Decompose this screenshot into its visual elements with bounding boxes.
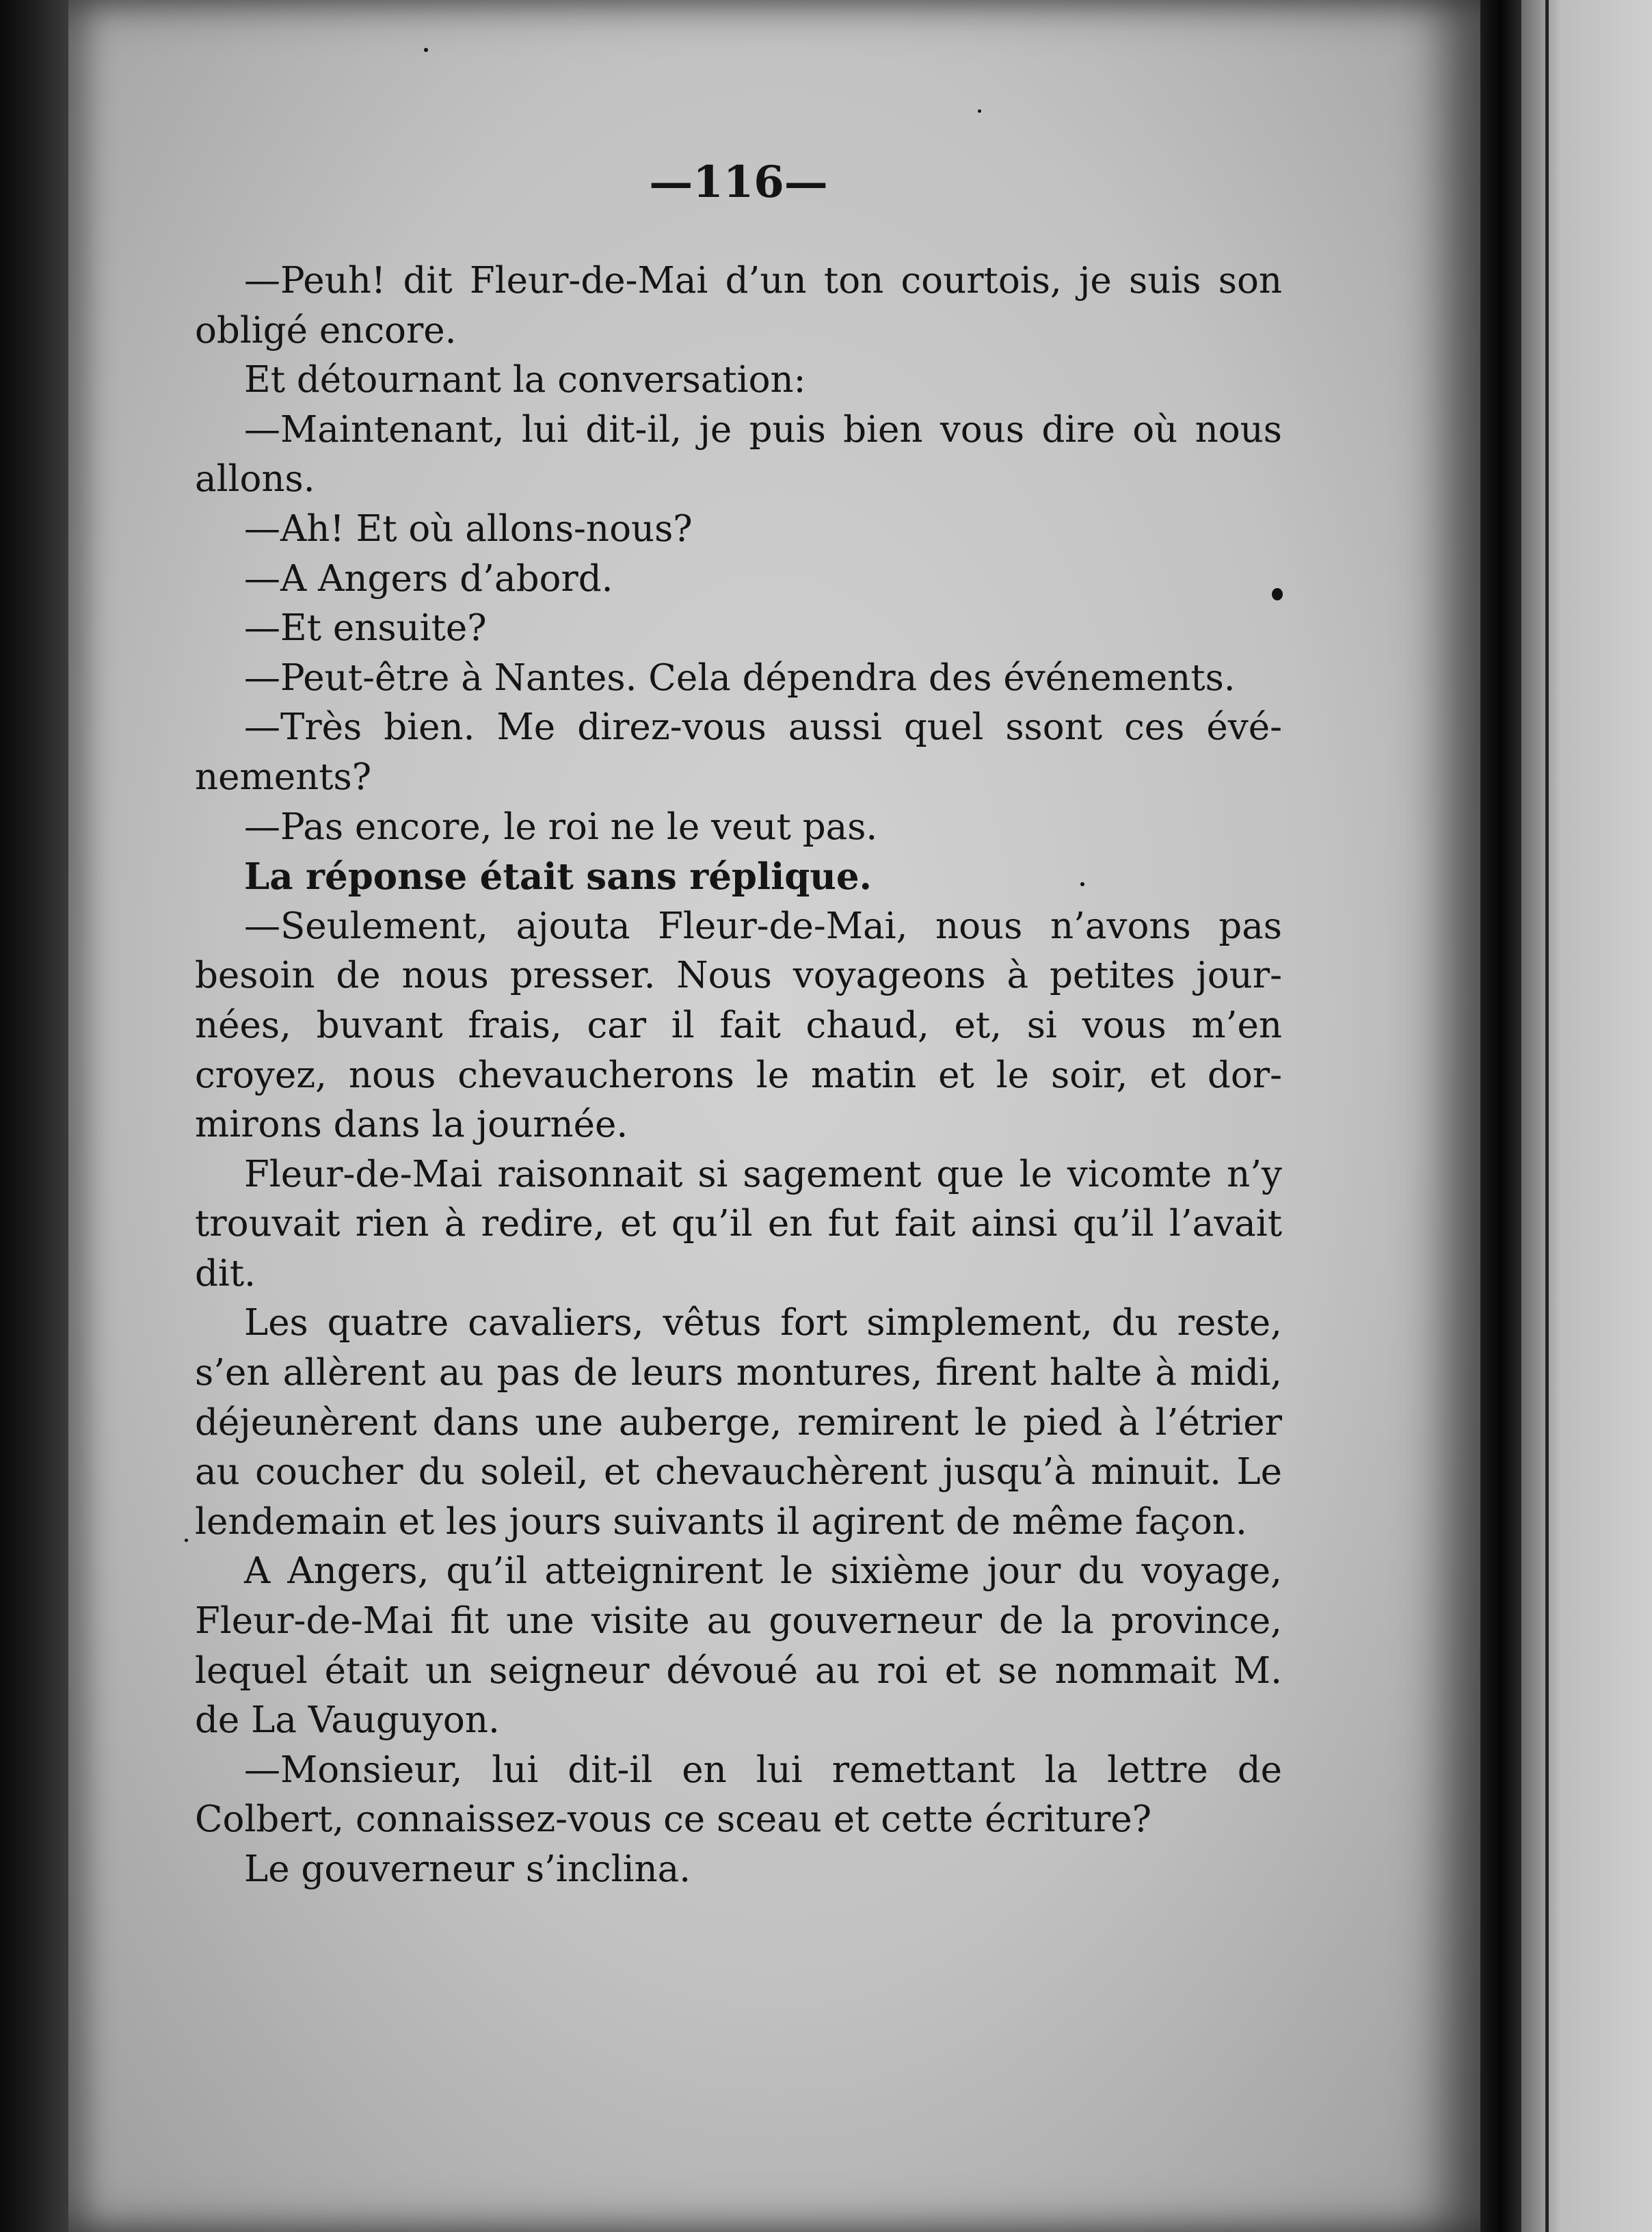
paragraph: A Angers, qu’il atteignirent le sixième jour du voyage, Fleur-de-Mai fit une visite au gouverneur de la province, lequel était un seigneur dévoué au roi et se nommait M. de La Vauguyon. [195, 1550, 1282, 1742]
paragraph: —Seulement, ajouta Fleur-de-Mai, nous n’avons pas besoin de nous presser. Nous voyageons à petites journées, buvant frais, car il fait chaud, et, si vous m’en croyez, nous chevaucherons le matin et le soir, et dormirons dans la journée. [195, 905, 1282, 1146]
paragraph: —Maintenant, lui dit-il, je puis bien vous dire où nous allons. [195, 408, 1282, 501]
paragraph: Fleur-de-Mai raisonnait si sagement que le vicomte n’y trouvait rien à redire, et qu’il en fut fait ainsi qu’il l’avait dit. [195, 1153, 1282, 1294]
page-number: —116— [649, 157, 828, 208]
ink-speck [185, 1539, 188, 1542]
ink-speck [978, 109, 981, 113]
paragraph: Le gouverneur s’inclina. [244, 1848, 691, 1890]
paragraph: —Et ensuite? [244, 607, 487, 650]
paragraph: Et détournant la conversation: [244, 359, 806, 401]
ink-speck [424, 48, 428, 52]
paragraph: —Monsieur, lui dit-il en lui remettant la lettre de Colbert, connaissez-vous ce sceau et cette écriture? [195, 1749, 1282, 1841]
book-gutter [1480, 0, 1521, 2232]
left-scan-border [0, 0, 68, 2232]
paragraph-bold: La réponse était sans réplique. [244, 855, 872, 899]
paragraph: Les quatre cavaliers, vêtus fort simplement, du reste, s’en allèrent au pas de leurs montures, firent halte à midi, déjeunèrent dans une auberge, remirent le pied à l’étrier au coucher du soleil, et chevauchèrent jusqu’à minuit. Le lendemain et les jours suivants il agirent de même façon. [195, 1302, 1282, 1543]
paragraph: —A Angers d’abord. [244, 557, 613, 600]
page-text [195, 154, 1282, 1895]
paragraph: —Pas encore, le roi ne le veut pas. [244, 806, 878, 848]
paragraph: —Ah! Et où allons-nous? [244, 507, 693, 550]
paragraph: —Très bien. Me direz-vous aussi quel ssont ces événements? [195, 706, 1282, 798]
adjacent-page-line [1545, 0, 1549, 2232]
paragraph: —Peut-être à Nantes. Cela dépendra des événements. [244, 656, 1236, 699]
adjacent-page-edge [1521, 0, 1652, 2232]
paragraph: —Peuh! dit Fleur-de-Mai d’un ton courtois, je suis son obligé encore. [195, 260, 1282, 351]
